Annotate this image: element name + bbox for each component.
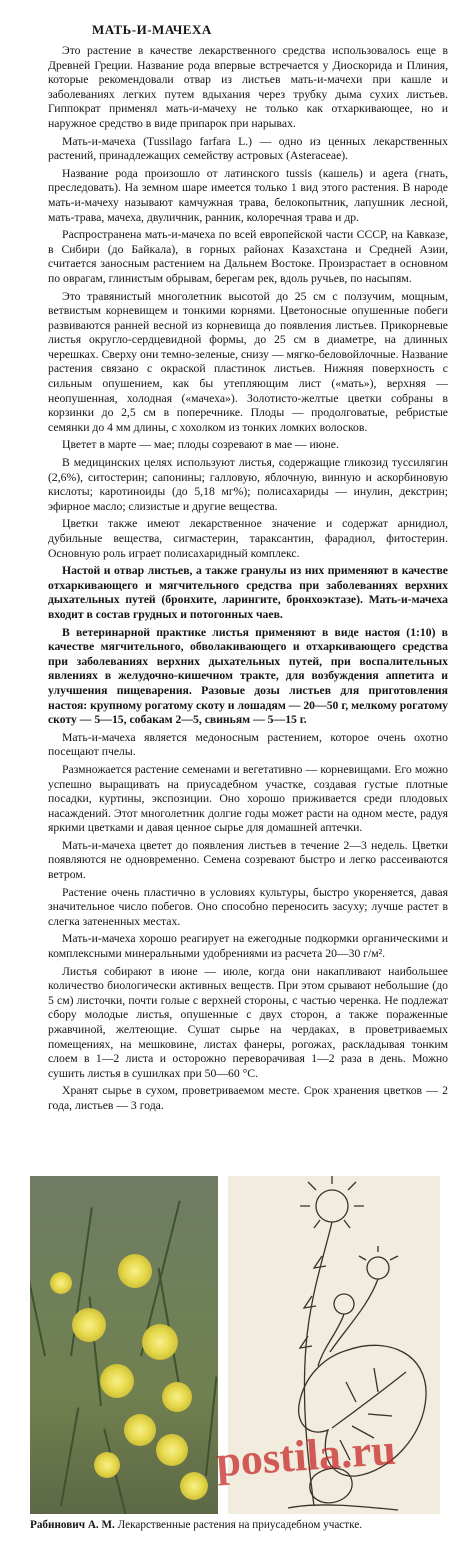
flower	[180, 1472, 208, 1500]
page-title: МАТЬ-И-МАЧЕХА	[92, 22, 212, 37]
paragraph: Размножается растение семенами и вегетативно — корневищами. Его можно успешно выращивать на приусадебном участке, создавая густые плотные посадки, куртины, экспозиции. Оно хорошо приживается среди плодовых насаждений. Этот многолетник долгие годы может расти на одном месте, радуя яркими цветками и давая ценное сырье для домашней аптечки.	[48, 762, 448, 835]
flower	[124, 1414, 156, 1446]
article-body	[48, 44, 448, 1117]
flower	[94, 1452, 120, 1478]
flower	[50, 1272, 72, 1294]
paragraph: Мать-и-мачеха хорошо реагирует на ежегодные подкормки органическими и комплексными минеральными удобрениями из расчета 20—30 г/м².	[48, 932, 448, 961]
caption-text: Лекарственные растения на приусадебном участке.	[117, 1519, 363, 1531]
flower	[72, 1308, 106, 1342]
paragraph: Мать-и-мачеха цветет до появления листьев в течение 2—3 недель. Цветки появляются не одновременно. Семена созревают быстро и легко рассеиваются ветром.	[48, 838, 448, 882]
flower	[142, 1324, 178, 1360]
watermark-text: postila.ru	[214, 1424, 398, 1487]
flower	[100, 1364, 134, 1398]
paragraph: В ветеринарной практике листья применяют в виде настоя (1:10) в качестве мягчительного, обволакивающего и отхаркивающего средства при заболеваниях верхних дыхательных путей, при воспалительных явлениях в желудочно-кишечном тракте, для возбуждения аппетита и улучшения пищеварения. Разовые дозы листьев для приготовления настоя: крупному рогатому скоту и лошадям — 20—50 г, мелкому рогатому скоту — 5—15, собакам 2—5, свиньям — 5—15 г.	[48, 625, 448, 727]
flower	[118, 1254, 152, 1288]
paragraph: В медицинских целях используют листья, содержащие гликозид туссилягин (2,6%), ситостерин; сапонины; галловую, яблочную, винную и аскорбиновую кислоты; каротиноиды (до 5,18 мг%); полисахариды — инулин, декстрин; эфирное масло; слизистые и другие вещества.	[48, 456, 448, 513]
paragraph: Мать-и-мачеха (Tussilago farfara L.) — одно из ценных лекарственных растений, принадлежащих семейству астровых (Asteraceae).	[48, 134, 448, 163]
paragraph: Цветки также имеют лекарственное значение и содержат арнидиол, дубильные вещества, сигмастерин, тараксантин, фарадиол, фитостерин. Основную роль играет полисахаридный комплекс.	[48, 517, 448, 560]
paragraph: Цветет в марте — мае; плоды созревают в мае — июне.	[62, 438, 339, 452]
flower	[162, 1382, 192, 1412]
image-caption	[30, 1519, 450, 1531]
paragraph: Растение очень пластично в условиях культуры, быстро укореняется, давая значительное число побегов. Оно способно переносить засуху; лучше растет в слегка затененных местах.	[48, 885, 448, 928]
paragraph: Название рода произошло от латинского tussis (кашель) и agera (гнать, преследовать). На земном шаре имеется только 1 вид этого растения. В народе мать-и-мачеху называют камчужная трава, белокопытник, лапушник лесной, мать-трава, мачеха, двуличник, ранник, колоречная трава и др.	[48, 166, 448, 224]
paragraph: Листья собирают в июне — июле, когда они накапливают наибольшее количество биологически активных веществ. При этом срывают небольшие (до 5 см) листочки, почти голые с верхней стороны, с частью черенка. Не подлежат сбору молодые листья, опушенные с двух сторон, а также пораженные ржавчиной, желтеющие. Сушат сырье на чердаках, в проветриваемых помещениях, на мешковине, листах фанеры, рогожах, раскладывая тонким слоем в 1—2 листа и осторожно переворачивая 1—2 раза в день. Можно сушить листья в сушилках при 50—60 °С.	[48, 964, 448, 1080]
coltsfoot-photo	[30, 1176, 218, 1514]
paragraph: Мать-и-мачеха является медоносным растением, которое очень охотно посещают пчелы.	[48, 730, 448, 759]
paragraph: Распространена мать-и-мачеха по всей европейской части СССР, на Кавказе, в Сибири (до Байкала), в горных районах Казахстана и Средней Азии, считается заносным растением на Дальнем Востоке. Произрастает в основном по оврагам, глинистым обрывам, берегам рек, вдоль ручьев, по насыпям.	[48, 228, 448, 285]
flower	[156, 1434, 188, 1466]
paragraph: Это растение в качестве лекарственного средства использовалось еще в Древней Греции. Название рода впервые встречается у Диоскорида и Плиния, которые рекомендовали отвар из листьев мать-и-мачехи при кашле и заболеваниях легких путем вдыхания через трубку дыма сухих листьев. Гиппократ применял мать-и-мачеху не только как отхаркивающее, но и наружное средство в виде припарок при нарывах.	[48, 44, 448, 130]
paragraph: Настой и отвар листьев, а также гранулы из них применяют в качестве отхаркивающего и мягчительного средства при заболеваниях верхних дыхательных путей (бронхите, ларингите, бронхоэктазе). Мать-и-мачеха входит в состав грудных и потогонных чаев.	[48, 564, 448, 621]
caption-author: Рабинович А. М.	[30, 1519, 115, 1531]
paragraph: Это травянистый многолетник высотой до 25 см с ползучим, мощным, ветвистым корневищем и тонкими корнями. Цветоносные опушенные побеги развиваются ранней весной из корневища до появления листьев. Прикорневые листья округло-сердцевидной формы, до 25 см в диаметре, на длинных черешках. Сверху они темно-зеленые, снизу — мягко-беловойлочные. Название растения связано с окраской пластинок листьев. Нижняя поверхность с сильным опушением, как бы утепляющим лист («мать»), верхняя — неопушенная, холодная («мачеха»). Золотисто-желтые цветки собраны в корзинки до 2,5 см в поперечнике. Плоды — продолговатые, ребристые семянки до 4 мм длины, с хохолком из тонких ломких волосков.	[48, 289, 448, 434]
paragraph: Хранят сырье в сухом, проветриваемом месте. Срок хранения цветков — 2 года, листьев — 3 года.	[48, 1084, 448, 1112]
